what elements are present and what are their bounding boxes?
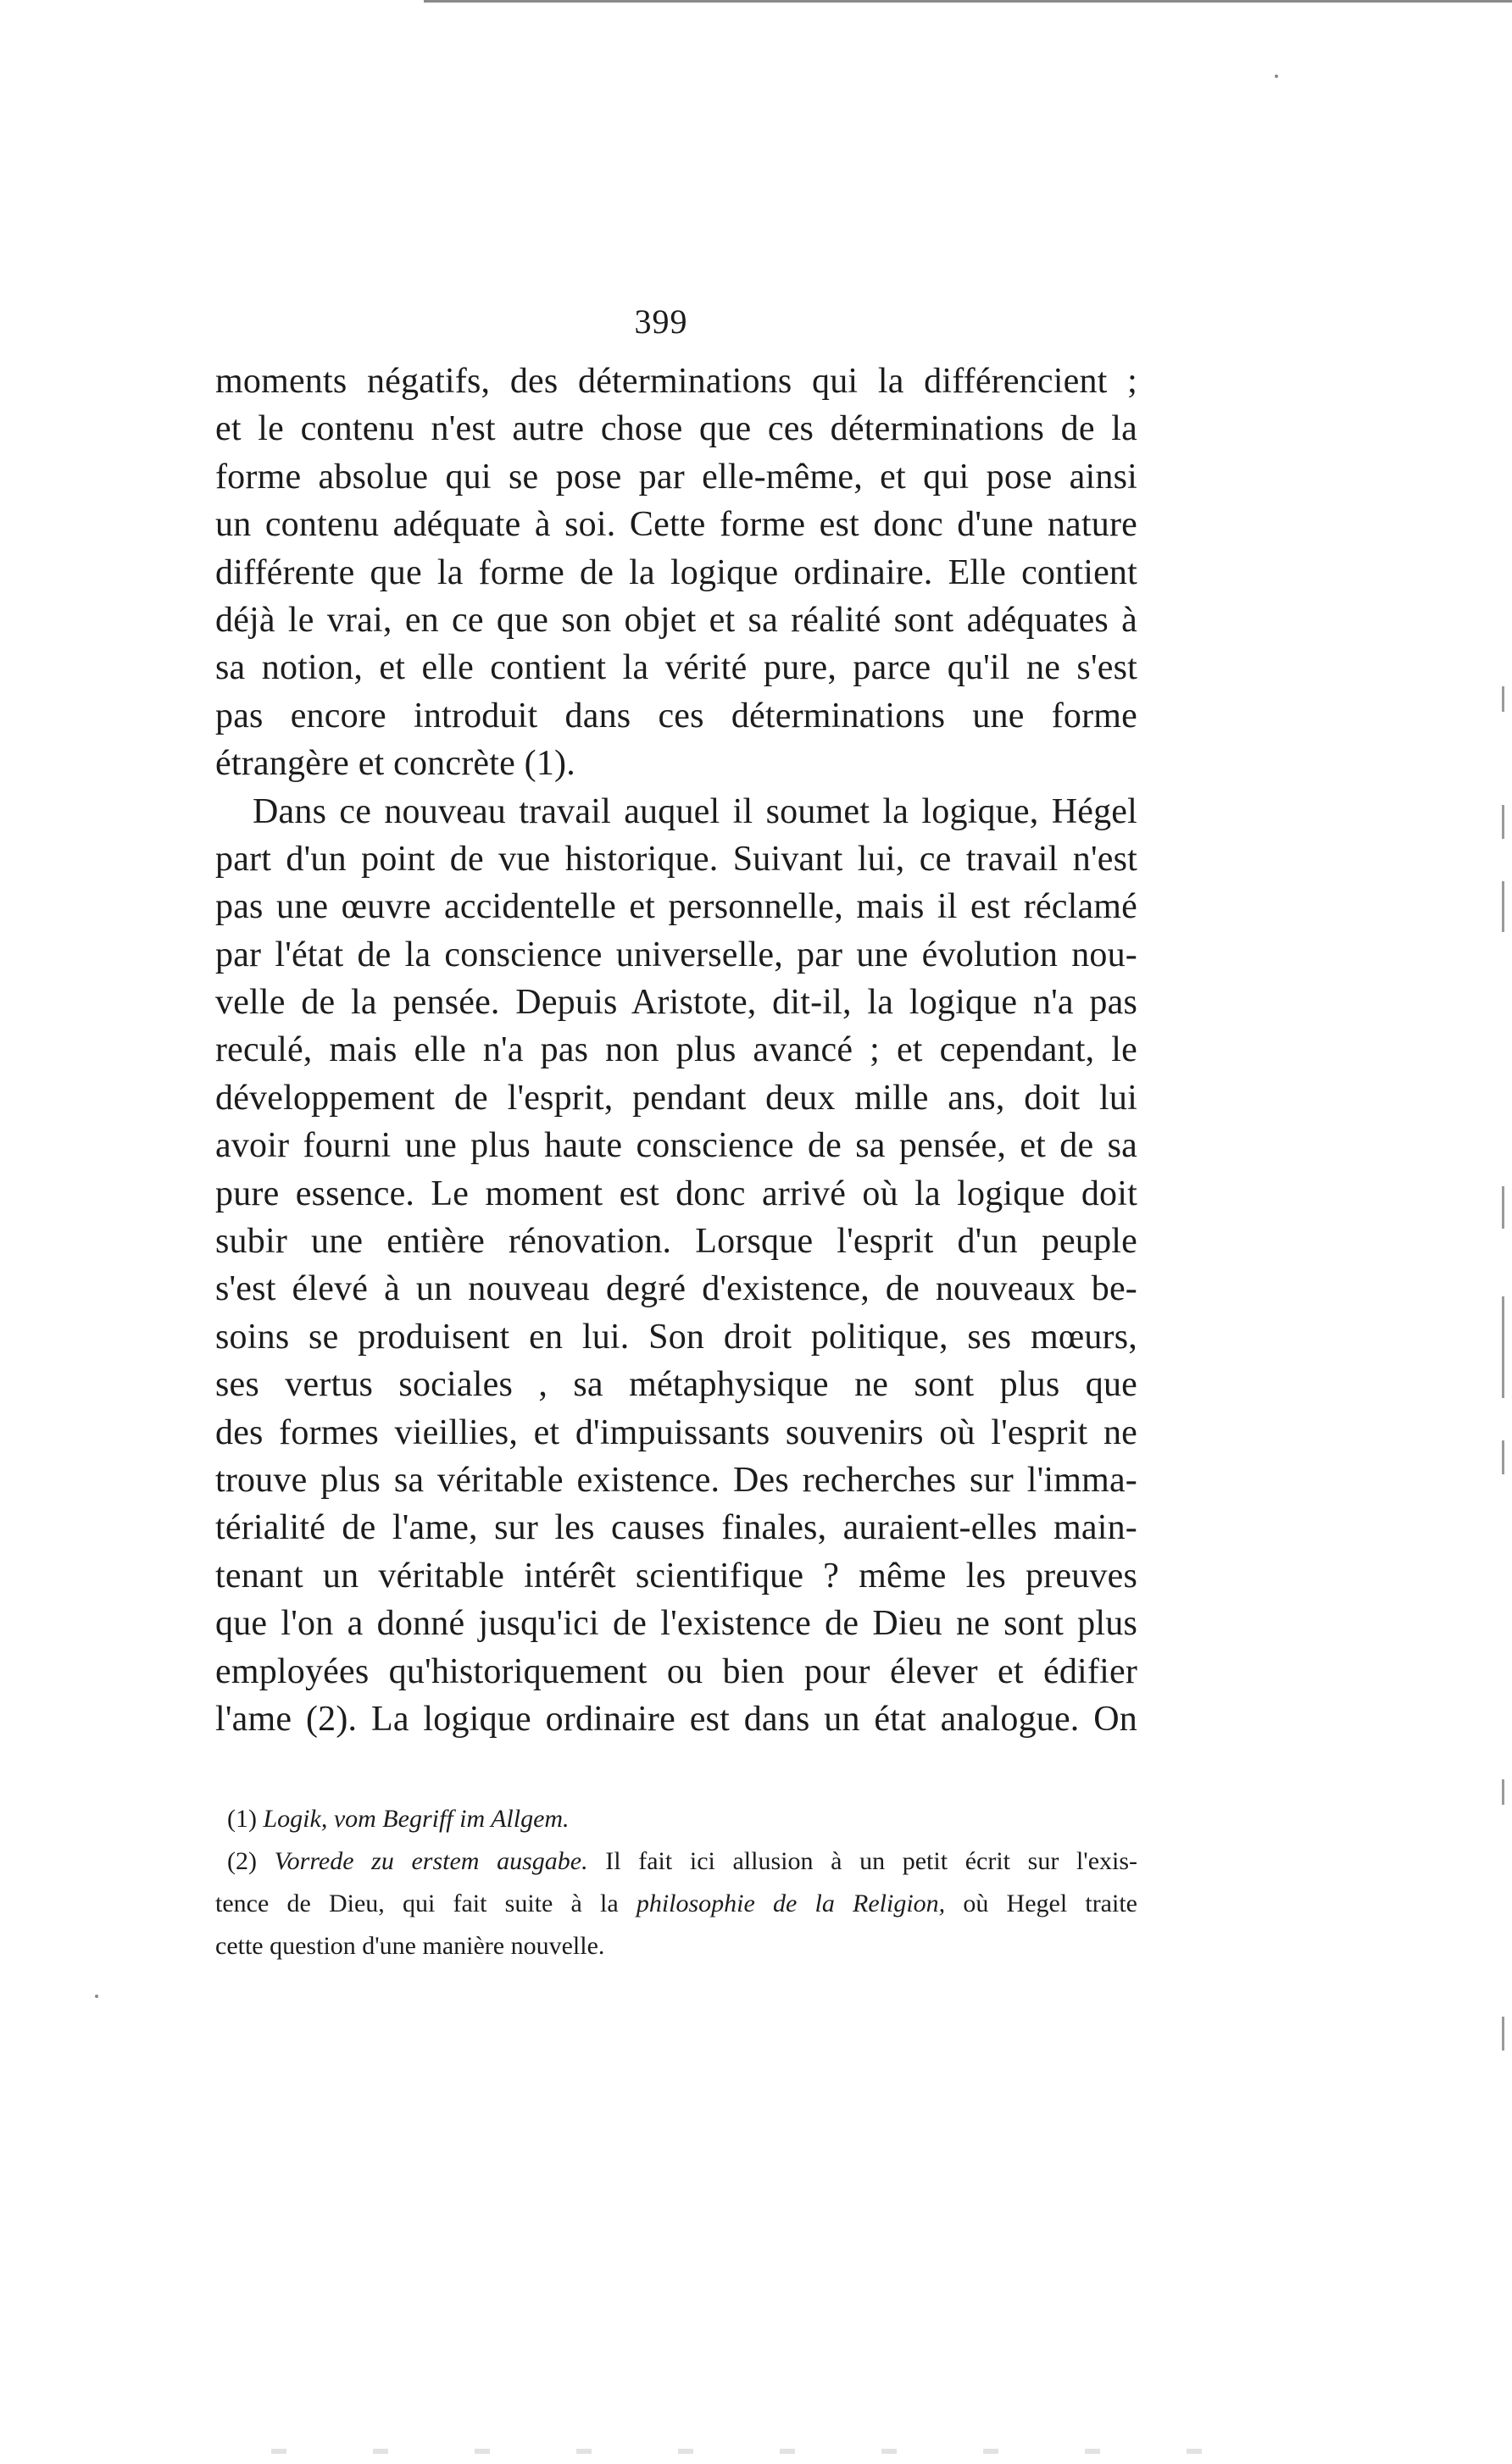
scan-edge-mark (1502, 2017, 1504, 2051)
scan-edge-mark (1502, 1440, 1504, 1474)
footnote-book-title: philosophie de la Religion, (636, 1890, 946, 1917)
text-line: développement de l'esprit, pendant deux mille ans, doit lui (215, 1078, 1137, 1118)
text-line: l'ame (2). La logique ordinaire est dans un état analogue. On (215, 1699, 1137, 1739)
text-line: forme absolue qui se pose par elle-même, et qui pose ainsi (215, 457, 1137, 497)
text-line: sa notion, et elle contient la vérité pure, parce qu'il ne s'est (215, 648, 1137, 688)
text-line: et le contenu n'est autre chose que ces déterminations de la (215, 409, 1137, 449)
footnote-2-line (215, 1883, 1137, 1925)
footnotes (215, 1798, 1137, 1967)
text-line: pas encore introduit dans ces déterminations une forme (215, 696, 1137, 735)
scan-speck (95, 1995, 98, 1998)
text-line: employées qu'historiquement ou bien pour élever et édifier (215, 1651, 1137, 1691)
text-line: part d'un point de vue historique. Suivant lui, ce travail n'est (215, 839, 1137, 879)
text-line: tenant un véritable intérêt scientifique ? même les preuves (215, 1556, 1137, 1595)
footnote-marker: (2) (227, 1847, 257, 1875)
top-scan-rule (424, 0, 1512, 3)
text-line: avoir fourni une plus haute conscience de sa pensée, et de sa (215, 1126, 1137, 1166)
text-line: ses vertus sociales , sa métaphysique ne sont plus que (215, 1365, 1137, 1405)
text-line: pas une œuvre accidentelle et personnelle, mais il est réclamé (215, 887, 1137, 927)
scan-edge-mark (1502, 1779, 1504, 1805)
footnote-marker: (1) (227, 1805, 257, 1833)
text-line: différente que la forme de la logique ordinaire. Elle contient (215, 552, 1137, 592)
text-line: déjà le vrai, en ce que son objet et sa réalité sont adéquates à (215, 600, 1137, 640)
footnote-citation: Vorrede zu erstem ausgabe. (274, 1847, 588, 1875)
footnote-text: Il fait ici allusion à un petit écrit sur l'exis- (605, 1847, 1138, 1875)
text-line: un contenu adéquate à soi. Cette forme est donc d'une nature (215, 505, 1137, 545)
scan-edge-mark (1502, 805, 1504, 839)
footnote-citation: Logik, vom Begriff im Allgem. (263, 1805, 570, 1833)
text-line: reculé, mais elle n'a pas non plus avancé ; et cependant, le (215, 1030, 1137, 1070)
text-line: subir une entière rénovation. Lorsque l'esprit d'un peuple (215, 1222, 1137, 1262)
footnote-1 (215, 1798, 1137, 1840)
main-text (215, 358, 1137, 1743)
text-line: s'est élevé à un nouveau degré d'existence, de nouveaux be- (215, 1269, 1137, 1309)
footnote-text: tence de Dieu, qui fait suite à la (215, 1890, 619, 1917)
text-line: des formes vieillies, et d'impuissants souvenirs où l'esprit ne (215, 1412, 1137, 1452)
text-line: soins se produisent en lui. Son droit politique, ses mœurs, (215, 1317, 1137, 1357)
footnote-text: cette question d'une manière nouvelle. (215, 1932, 605, 1960)
scan-edge-mark (1502, 1186, 1504, 1229)
text-line: trouve plus sa véritable existence. Des recherches sur l'imma- (215, 1460, 1137, 1500)
scan-speck (1275, 75, 1278, 78)
text-line: velle de la pensée. Depuis Aristote, dit-il, la logique n'a pas (215, 983, 1137, 1023)
footnote-text: où Hegel traite (963, 1890, 1137, 1917)
scan-edge-mark (1502, 881, 1504, 932)
page-number: 399 (634, 302, 688, 341)
text-line: moments négatifs, des déterminations qui la différencient ; (215, 362, 1137, 401)
scan-edge-mark (1502, 1296, 1504, 1398)
text-line: par l'état de la conscience universelle, par une évolution nou- (215, 935, 1137, 974)
text-line: térialité de l'ame, sur les causes finales, auraient-elles main- (215, 1508, 1137, 1548)
footnote-2-line (215, 1925, 1137, 1967)
bottom-bleed-through (271, 2449, 1288, 2454)
text-line: étrangère et concrète (1). (215, 744, 575, 784)
scan-edge-mark (1502, 686, 1504, 712)
text-line: pure essence. Le moment est donc arrivé où la logique doit (215, 1174, 1137, 1213)
text-line: que l'on a donné jusqu'ici de l'existence de Dieu ne sont plus (215, 1604, 1137, 1644)
footnote-2-line (215, 1840, 1137, 1883)
paragraph-start-line: Dans ce nouveau travail auquel il soumet la logique, Hégel (253, 791, 1137, 831)
